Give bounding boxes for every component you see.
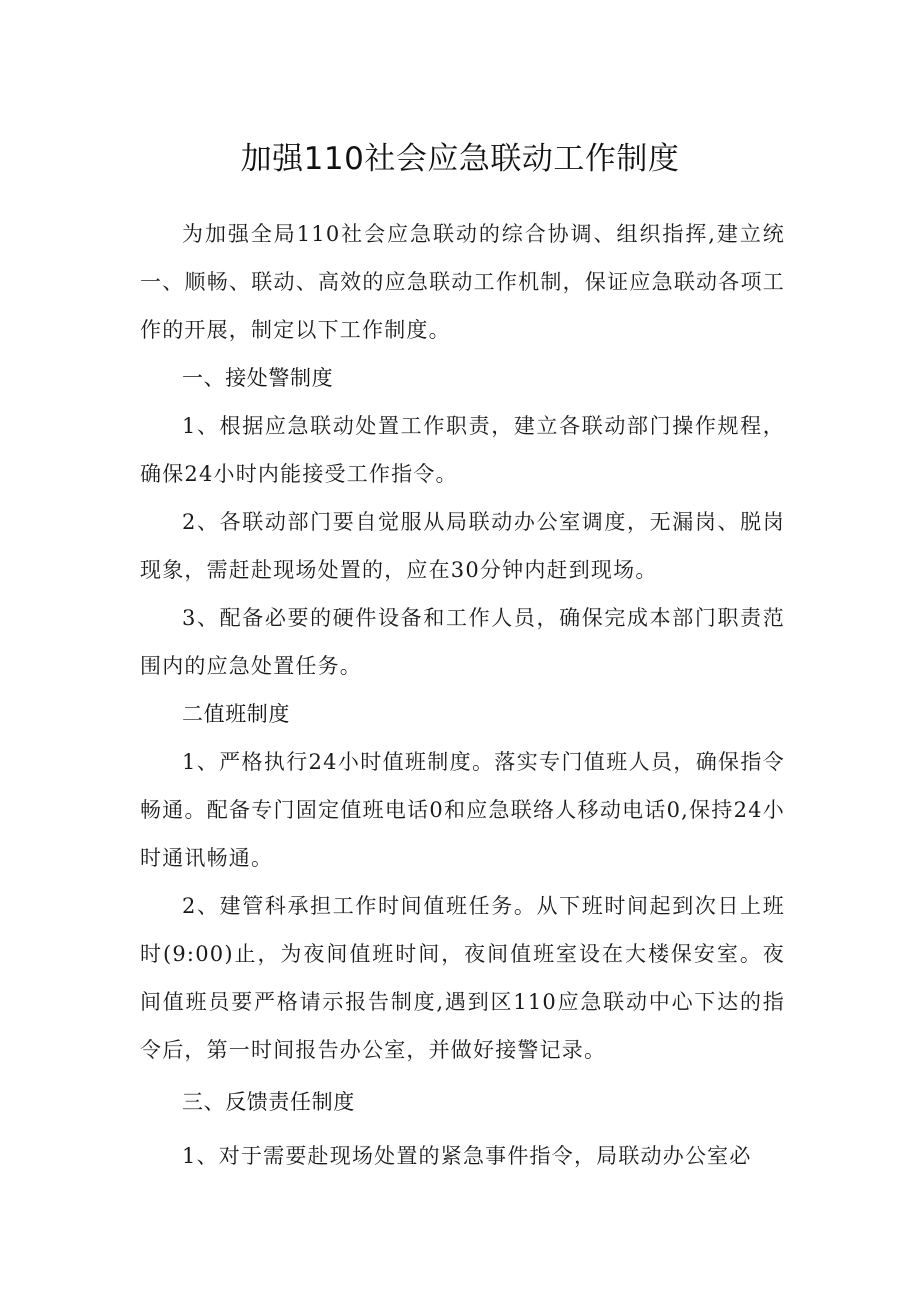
section-heading-reception: 一、接处警制度 xyxy=(182,366,334,390)
paragraph-feedback-1: 1、对于需要赴现场处置的紧急事件指令，局联动办公室必 xyxy=(182,1144,752,1168)
paragraph-reception-1: 1、根据应急联动处置工作职责，建立各联动部门操作规程，确保24小时内能接受工作指令。 xyxy=(140,414,785,486)
paragraph-duty-1: 1、严格执行24小时值班制度。落实专门值班人员，确保指令畅通。配备专门固定值班电话0和应急联络人移动电话0,保持24小时通讯畅通。 xyxy=(140,750,785,870)
section-heading-duty: 二值班制度 xyxy=(182,702,290,726)
paragraph-duty-2: 2、建管科承担工作时间值班任务。从下班时间起到次日上班时(9:00)止，为夜间值班时间，夜间值班室设在大楼保安室。夜间值班员要严格请示报告制度,遇到区110应急联动中心下达的指令后，第一时间报告办公室，并做好接警记录。 xyxy=(140,894,785,1062)
document-title: 加强110社会应急联动工作制度 xyxy=(240,141,680,177)
intro-paragraph: 为加强全局110社会应急联动的综合协调、组织指挥,建立统一、顺畅、联动、高效的应急联动工作机制，保证应急联动各项工作的开展，制定以下工作制度。 xyxy=(140,222,785,342)
document-body xyxy=(140,210,785,1180)
paragraph-reception-3: 3、配备必要的硬件设备和工作人员，确保完成本部门职责范围内的应急处置任务。 xyxy=(140,606,785,678)
section-heading-feedback: 三、反馈责任制度 xyxy=(182,1090,355,1114)
paragraph-reception-2: 2、各联动部门要自觉服从局联动办公室调度，无漏岗、脱岗现象，需赶赴现场处置的，应在30分钟内赶到现场。 xyxy=(140,510,785,582)
